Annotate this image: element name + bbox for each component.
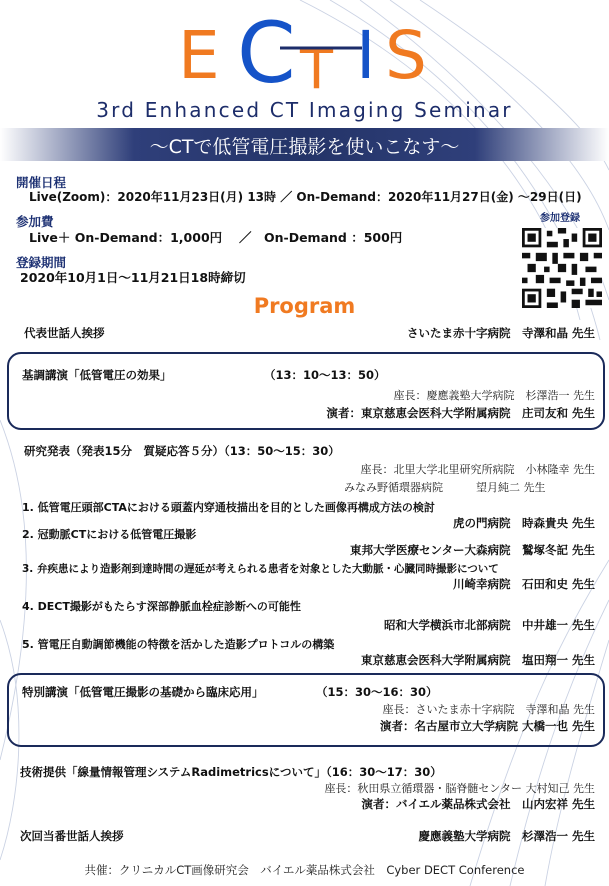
registration-label: 登録期間 — [16, 255, 67, 270]
fee-label: 参加費 — [16, 214, 54, 229]
logo-letter-e: E — [178, 17, 220, 94]
tech-chair: 座長：秋田県立循環器・脳脊髄センター 大村知己 先生 — [324, 782, 595, 795]
special-speaker: 演者：名古屋市立大学病院 大橋一也 先生 — [379, 719, 595, 733]
research-item-4-title: 4. DECT撮影がもたらす深部静脈血栓症診断への可能性 — [22, 600, 301, 613]
footer-cosponsors: 共催：クリニカルCT画像研究会 バイエル薬品株式会社 Cyber DECT Conference — [84, 863, 525, 877]
research-item-3-speaker: 川崎幸病院 石田和史 先生 — [452, 577, 595, 591]
qr-label: 参加登録 — [540, 213, 580, 224]
tech-title: 技術提供「線量情報管理システムRadimetricsについて」（16：30～17：30） — [20, 765, 442, 779]
next-speaker: 慶應義塾大学病院 杉澤浩一 先生 — [418, 829, 595, 843]
seminar-subtitle: 3rd Enhanced CT Imaging Seminar — [96, 98, 513, 122]
greeting-title: 代表世話人挨拶 — [24, 326, 105, 340]
research-item-5-title: 5. 管電圧自動調節機能の特徴を活かした造影プロトコルの構築 — [22, 638, 335, 651]
research-item-1-title: 1. 低管電圧頭部CTAにおける頭蓋内穿通枝描出を目的とした画像再構成方法の検討 — [22, 501, 435, 514]
research-title: 研究発表（発表15分 質疑応答５分）（13：50～15：30） — [24, 444, 340, 458]
research-item-3-title: 3. 弁疾患により造影剤到達時間の遅延が考えられる患者を対象とした大動脈・心臓同時撮影について — [22, 563, 499, 575]
greeting-speaker: さいたま赤十字病院 寺澤和晶 先生 — [406, 326, 595, 340]
logo-letter-i: I — [356, 17, 376, 94]
research-chair-2: みなみ野循環器病院 望月純二 先生 — [344, 481, 546, 494]
keynote-title: 基調講演「低管電圧の効果」 — [22, 368, 172, 382]
logo-letter-c: C — [237, 6, 296, 102]
research-item-2-speaker: 東邦大学医療センター大森病院 鷲塚冬記 先生 — [349, 543, 595, 557]
fee-value: Live＋ On-Demand：1,000円 ／ On-Demand ：500円 — [29, 230, 403, 245]
logo-letter-s: S — [385, 17, 427, 94]
research-item-5-speaker: 東京慈恵会医科大学附属病院 塩田翔一 先生 — [360, 653, 595, 667]
special-title: 特別講演「低管電圧撮影の基礎から臨床応用」 — [22, 685, 264, 699]
research-item-2-title: 2. 冠動脈CTにおける低管電圧撮影 — [22, 528, 197, 541]
keynote-chair: 座長：慶應義塾大学病院 杉澤浩一 先生 — [393, 389, 595, 402]
theme-banner-text: ～CTで低管電圧撮影を使いこなす～ — [149, 136, 460, 158]
research-item-1-speaker: 虎の門病院 時森貴央 先生 — [452, 516, 595, 530]
special-chair: 座長：さいたま赤十字病院 寺澤和晶 先生 — [382, 703, 595, 716]
research-item-4-speaker: 昭和大学横浜市北部病院 中井雄一 先生 — [383, 618, 595, 632]
ectis-logo — [0, 6, 609, 106]
registration-value: 2020年10月1日～11月21日18時締切 — [20, 270, 246, 285]
schedule-value: Live(Zoom)：2020年11月23日(月) 13時 ／ On-Demand：2020年11月27日(金) ～29日(日) — [29, 190, 582, 204]
logo-letter-t: T — [300, 38, 333, 101]
tech-speaker: 演者：バイエル薬品株式会社 山内宏祥 先生 — [361, 797, 595, 811]
keynote-speaker: 演者：東京慈恵会医科大学附属病院 庄司友和 先生 — [326, 406, 595, 420]
program-heading: Program — [253, 294, 356, 318]
next-title: 次回当番世話人挨拶 — [20, 829, 124, 843]
special-time: （15：30～16：30） — [316, 685, 438, 699]
schedule-label: 開催日程 — [16, 175, 67, 190]
research-chair-1: 座長：北里大学北里研究所病院 小林隆幸 先生 — [360, 463, 595, 476]
keynote-time: （13：10～13：50） — [264, 368, 386, 382]
